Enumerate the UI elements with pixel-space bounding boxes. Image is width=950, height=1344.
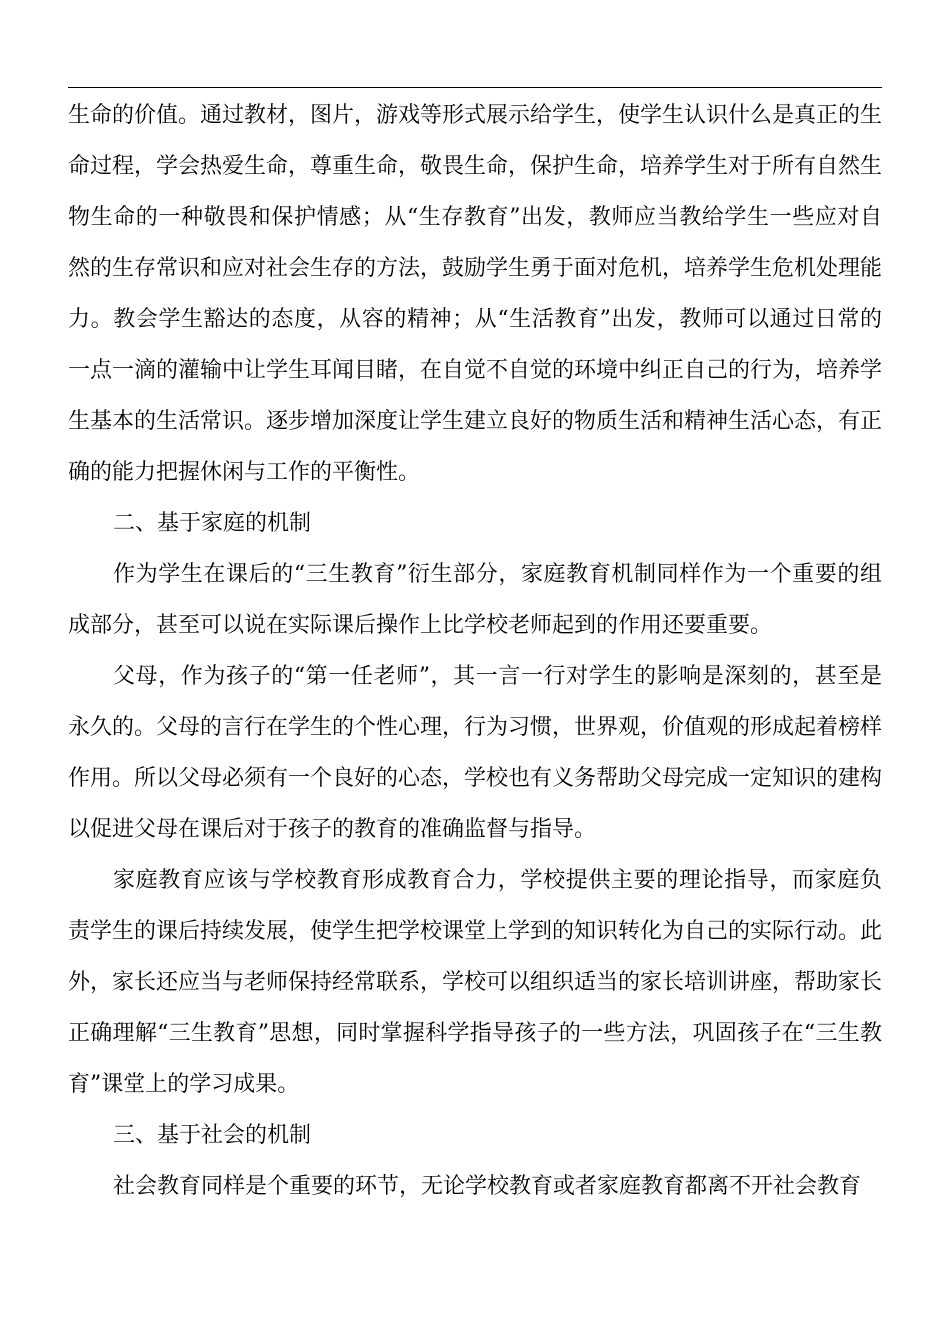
- section-heading-society: 三、基于社会的机制: [113, 1123, 312, 1148]
- paragraph: 作为学生在课后的“三生教育”衍生部分，家庭教育机制同样作为一个重要的组成部分，甚至可以说在实际课后操作上比学校老师起到的作用还要重要。: [68, 562, 882, 638]
- paragraph-continued: 生命的价值。通过教材，图片，游戏等形式展示给学生，使学生认识什么是真正的生命过程，学会热爱生命，尊重生命，敬畏生命，保护生命，培养学生对于所有自然生物生命的一种敬畏和保护情感；从“生存教育”出发，教师应当教给学生一些应对自然的生存常识和应对社会生存的方法，鼓励学生勇于面对危机，培养学生危机处理能力。教会学生豁达的态度，从容的精神；从“生活教育”出发，教师可以通过日常的一点一滴的灌输中让学生耳闻目睹，在自觉不自觉的环境中纠正自己的行为，培养学生基本的生活常识。逐步增加深度让学生建立良好的物质生活和精神生活心态，有正确的能力把握休闲与工作的平衡性。: [68, 103, 883, 485]
- section-heading-family: 二、基于家庭的机制: [113, 511, 312, 536]
- paragraph: 家庭教育应该与学校教育形成教育合力，学校提供主要的理论指导，而家庭负责学生的课后持续发展，使学生把学校课堂上学到的知识转化为自己的实际行动。此外，家长还应当与老师保持经常联系，学校可以组织适当的家长培训讲座，帮助家长正确理解“三生教育”思想，同时掌握科学指导孩子的一些方法，巩固孩子在“三生教育”课堂上的学习成果。: [68, 868, 883, 1097]
- paragraph: 社会教育同样是个重要的环节，无论学校教育或者家庭教育都离不开社会教育: [113, 1174, 862, 1199]
- document-body: [68, 90, 882, 1212]
- paragraph: 父母，作为孩子的“第一任老师”，其一言一行对学生的影响是深刻的，甚至是永久的。父母的言行在学生的个性心理，行为习惯，世界观，价值观的形成起着榜样作用。所以父母必须有一个良好的心态，学校也有义务帮助父母完成一定知识的建构以促进父母在课后对于孩子的教育的准确监督与指导。: [68, 664, 883, 842]
- header-rule: [68, 87, 882, 88]
